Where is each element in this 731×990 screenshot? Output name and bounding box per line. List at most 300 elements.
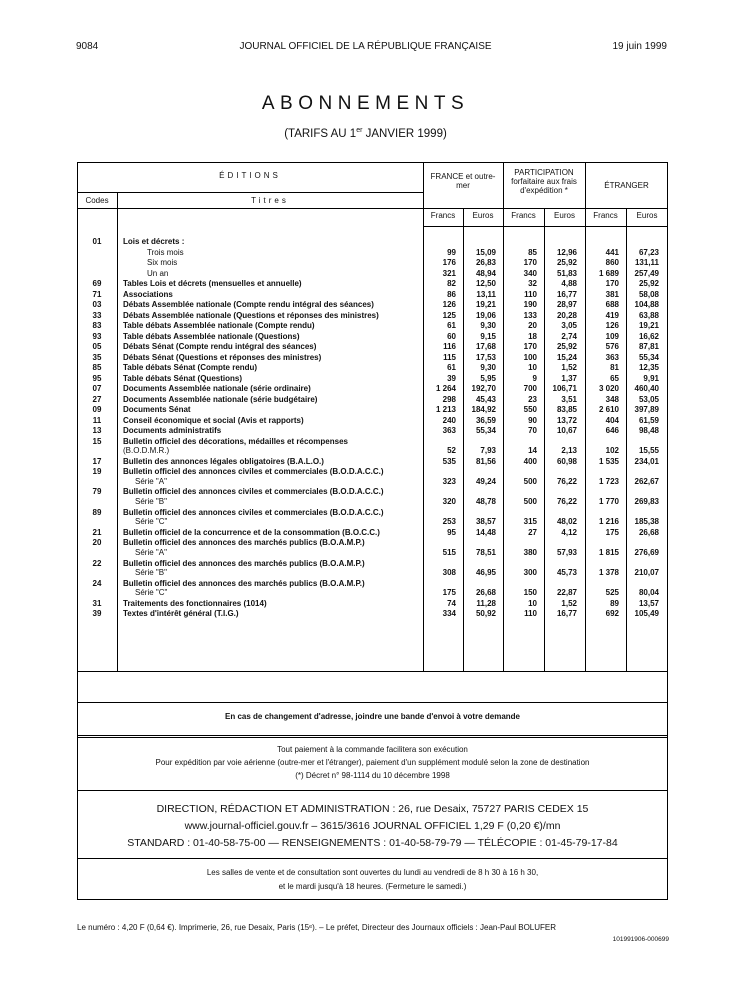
row-value: 25,92 (556, 258, 577, 267)
row-value: 185,38 (634, 517, 659, 527)
row-code: 11 (92, 415, 102, 425)
row-value: 95 (447, 527, 456, 537)
row-value: 535 (442, 456, 456, 466)
row-title-text: Bulletin officiel des annonces des marchés publics (B.O.A.M.P.) (123, 578, 365, 588)
row-code: 79 (92, 487, 102, 497)
row-title-line2: Série "A" (135, 547, 167, 557)
row-title (147, 248, 437, 257)
row-title (123, 528, 413, 537)
row-value: 10,67 (556, 426, 577, 435)
table-row (77, 321, 668, 331)
row-value: 276,69 (634, 547, 659, 557)
row-value: 404 (605, 415, 619, 425)
row-title-text: Bulletin officiel des annonces civiles et commerciales (B.O.D.A.C.C.) (123, 467, 384, 477)
row-value: 15,09 (475, 247, 496, 257)
table-row (77, 599, 668, 609)
table-row (77, 437, 668, 456)
row-title-text: Bulletin officiel des annonces civiles et commerciales (B.O.D.A.C.C.) (123, 507, 384, 517)
row-value: 4,12 (561, 527, 577, 537)
row-value: 125 (442, 310, 456, 320)
row-value: 87,81 (638, 342, 659, 351)
page-title: ABONNEMENTS (261, 93, 470, 114)
row-title (123, 457, 413, 466)
row-value: 12,50 (475, 279, 496, 288)
row-value: 9,91 (643, 373, 659, 383)
row-value: 61 (447, 363, 456, 372)
grid-line (77, 208, 668, 209)
row-value: 38,57 (475, 517, 496, 527)
row-title-text: Table débats Sénat (Questions) (123, 373, 242, 383)
row-title (123, 279, 413, 288)
row-title-text: Bulletin des annonces légales obligatoires (B.A.L.O.) (123, 456, 324, 466)
row-code: 83 (92, 321, 102, 330)
participation-header: PARTICIPATION forfaitaire aux frais d'expédition * (511, 168, 577, 195)
row-code: 05 (92, 342, 102, 351)
row-title-text: Documents Assemblée nationale (série ordinaire) (123, 384, 311, 393)
row-value: 1 216 (598, 517, 619, 527)
row-title-text: Traitements des fonctionnaires (1014) (123, 598, 267, 608)
row-value: 110 (524, 609, 537, 619)
row-title-line2: Série "A" (135, 476, 167, 486)
row-title (123, 395, 413, 404)
row-value: 17,53 (475, 352, 496, 362)
row-title-text: Débats Sénat (Compte rendu intégral des séances) (123, 342, 317, 351)
row-value: 397,89 (634, 405, 659, 414)
row-value: 320 (442, 496, 456, 506)
row-value: 45,73 (556, 568, 577, 578)
row-value: 500 (523, 476, 537, 486)
row-title (147, 258, 437, 267)
row-code: 24 (92, 578, 102, 588)
row-value: 28,97 (556, 300, 577, 309)
row-value: 2,74 (561, 331, 577, 341)
row-value: 23 (528, 394, 537, 404)
row-value: 51,83 (556, 268, 577, 278)
row-value: 170 (523, 342, 537, 351)
row-value: 363 (442, 426, 456, 435)
row-code: 15 (92, 436, 102, 446)
row-value: 105,49 (634, 609, 659, 619)
table-row (77, 416, 668, 426)
row-value: 48,78 (475, 496, 496, 506)
row-value: 515 (442, 547, 456, 557)
row-title (123, 426, 413, 435)
payment-line: Pour expédition par voie aérienne (outre-mer et l'étranger), paiement d'un supplément modulé selon la zone de destination (155, 758, 590, 767)
row-value: 20 (528, 321, 537, 330)
row-title-text: Textes d'intérêt général (T.I.G.) (123, 609, 239, 619)
row-value: 55,34 (638, 352, 659, 362)
table-row (77, 528, 668, 538)
row-value: 15,24 (556, 352, 577, 362)
row-value: 57,93 (556, 547, 577, 557)
row-code: 20 (92, 538, 102, 548)
row-code: 09 (92, 405, 102, 414)
table-row (77, 508, 668, 527)
row-value: 18 (528, 331, 537, 341)
row-value: 67,23 (638, 247, 659, 257)
row-value: 26,83 (475, 258, 496, 267)
row-value: 1 378 (598, 568, 619, 578)
row-title-text: Associations (123, 289, 173, 299)
row-value: 9 (532, 373, 537, 383)
row-value: 53,05 (638, 394, 659, 404)
row-title (123, 332, 413, 341)
row-value: 25,92 (638, 279, 659, 288)
row-value: 86 (447, 289, 456, 299)
row-value: 126 (605, 321, 619, 330)
row-title (123, 374, 413, 383)
row-value: 45,43 (475, 394, 496, 404)
payment-line: Tout paiement à la commande facilitera son exécution (277, 745, 468, 754)
row-value: 60 (447, 331, 456, 341)
row-value: 380 (523, 547, 537, 557)
row-title-text: Table débats Sénat (Compte rendu) (123, 363, 258, 372)
row-code: 89 (92, 507, 102, 517)
row-value: 1,37 (561, 373, 577, 383)
imprint-footer: Le numéro : 4,20 F (0,64 €). Imprimerie, 26, rue Desaix, Paris (15ᵉ). – Le préfet, Directeur des Journaux officiels : Jean-Paul BOLUFER (77, 923, 557, 932)
table-row (77, 395, 668, 405)
row-value: 525 (605, 588, 619, 598)
row-title (123, 416, 413, 425)
table-row (77, 332, 668, 342)
row-value: 104,88 (634, 300, 659, 309)
row-value: 3,51 (561, 394, 577, 404)
row-value: 110 (524, 289, 537, 299)
row-value: 334 (442, 609, 456, 619)
row-title-text: Tables Lois et décrets (mensuelles et annuelle) (123, 279, 302, 288)
table-row (77, 426, 668, 436)
direction-line: DIRECTION, RÉDACTION ET ADMINISTRATION : 26, rue Desaix, 75727 PARIS CEDEX 15 (156, 803, 589, 815)
row-value: 32 (528, 279, 537, 288)
row-value: 1 689 (598, 268, 619, 278)
row-title-line2: Série "B" (135, 568, 167, 578)
row-title-text: Bulletin officiel des annonces des marchés publics (B.O.A.M.P.) (123, 558, 365, 568)
row-title (123, 437, 413, 446)
row-value: 10 (528, 598, 537, 608)
row-title (123, 290, 413, 299)
row-value: 20,28 (556, 310, 577, 320)
phone-line: STANDARD : 01-40-58-75-00 — RENSEIGNEMENTS : 01-40-58-79-79 — TÉLÉCOPIE : 01-45-79-17-84 (127, 837, 618, 849)
row-value: 1 815 (598, 547, 619, 557)
row-value: 12,35 (638, 363, 659, 372)
table-row (77, 353, 668, 363)
row-value: 210,07 (634, 568, 659, 578)
table-row (77, 237, 668, 247)
row-value: 170 (523, 258, 537, 267)
row-title (123, 487, 413, 496)
row-title (123, 405, 413, 414)
row-value: 9,30 (480, 363, 496, 372)
row-title-text: Table débats Assemblée nationale (Compte rendu) (123, 321, 315, 330)
row-title-text: Documents administratifs (123, 426, 222, 435)
table-row (77, 248, 668, 258)
decree-line: (*) Décret n° 98-1114 du 10 décembre 1998 (295, 771, 450, 780)
row-title (123, 363, 413, 372)
row-code: 27 (92, 394, 102, 404)
row-value: 10 (528, 363, 537, 372)
row-value: 460,40 (634, 384, 659, 393)
row-value: 419 (605, 310, 619, 320)
unit-header: Francs (593, 211, 618, 220)
row-title (123, 508, 413, 517)
france-header: FRANCE et outre-mer (430, 172, 496, 190)
row-value: 192,70 (471, 384, 496, 393)
unit-header: Euros (636, 211, 658, 220)
row-value: 133 (523, 310, 537, 320)
table-row (77, 342, 668, 352)
titres-header: Titres (251, 196, 289, 205)
row-value: 109 (605, 331, 619, 341)
row-value: 9,15 (480, 331, 496, 341)
grid-line (77, 702, 668, 703)
grid-line (77, 671, 668, 672)
row-code: 95 (92, 373, 102, 383)
row-value: 99 (447, 247, 456, 257)
unit-header: Euros (472, 211, 494, 220)
row-value: 184,92 (471, 405, 496, 414)
row-title (123, 599, 413, 608)
row-value: 175 (605, 527, 619, 537)
table-row (77, 405, 668, 415)
row-title (123, 353, 413, 362)
grid-line (423, 226, 668, 227)
row-title-line2: Série "C" (135, 517, 168, 527)
editions-header: ÉDITIONS (219, 171, 281, 180)
row-value: 12,96 (556, 247, 577, 257)
page-subtitle (0, 127, 731, 140)
row-value: 19,21 (475, 300, 496, 309)
row-value: 692 (605, 609, 619, 619)
grid-line (77, 735, 668, 736)
row-value: 14 (528, 446, 537, 456)
row-title-text: Conseil économique et social (Avis et rapports) (123, 415, 304, 425)
row-value: 22,87 (556, 588, 577, 598)
row-value: 175 (442, 588, 456, 598)
row-value: 106,71 (552, 384, 577, 393)
row-title-text: Débats Sénat (Questions et réponses des ministres) (123, 352, 322, 362)
row-title-text: Un an (147, 268, 169, 278)
table-row (77, 258, 668, 268)
row-title-text: Six mois (147, 258, 178, 267)
row-value: 70 (528, 426, 537, 435)
row-value: 190 (523, 300, 537, 309)
row-code: 71 (92, 289, 102, 299)
row-value: 76,22 (556, 496, 577, 506)
row-value: 83,85 (556, 405, 577, 414)
row-title-text: Table débats Assemblée nationale (Questions) (123, 331, 300, 341)
unit-header: Francs (430, 211, 456, 220)
row-value: 646 (605, 426, 619, 435)
table-row (77, 559, 668, 578)
row-title (147, 269, 437, 278)
row-title-text: Bulletin officiel des décorations, médailles et récompenses (123, 436, 348, 446)
row-title-text: Débats Assemblée nationale (Questions et réponses des ministres) (123, 310, 379, 320)
row-value: 55,34 (475, 426, 496, 435)
row-title (123, 311, 413, 320)
row-value: 3,05 (561, 321, 577, 330)
row-value: 63,88 (638, 310, 659, 320)
row-value: 170 (605, 279, 619, 288)
row-value: 27 (528, 527, 537, 537)
row-code: 07 (92, 384, 102, 393)
journal-name: JOURNAL OFFICIEL DE LA RÉPUBLIQUE FRANÇAISE (239, 41, 492, 52)
row-title (123, 384, 413, 393)
row-value: 13,11 (476, 289, 496, 299)
row-value: 253 (442, 517, 456, 527)
row-title (123, 321, 413, 330)
row-value: 65 (610, 373, 619, 383)
row-value: 60,98 (556, 456, 577, 466)
website-line: www.journal-officiel.gouv.fr – 3615/3616 JOURNAL OFFICIEL 1,29 F (0,20 €)/mn (184, 820, 561, 832)
row-value: 348 (605, 394, 619, 404)
row-code: 03 (92, 300, 102, 309)
row-value: 52 (447, 446, 456, 456)
row-code: 31 (92, 598, 102, 608)
row-value: 269,83 (634, 496, 659, 506)
row-value: 78,51 (475, 547, 496, 557)
document-id: 101991906-000699 (612, 936, 669, 943)
table-row (77, 609, 668, 619)
row-value: 74 (447, 598, 456, 608)
row-title-text: Bulletin officiel des annonces des marchés publics (B.O.A.M.P.) (123, 538, 365, 548)
subtitle-pre: (TARIFS AU 1 (284, 127, 357, 140)
row-value: 500 (523, 496, 537, 506)
subtitle-post: JANVIER 1999) (362, 127, 447, 140)
table-row (77, 279, 668, 289)
row-value: 363 (605, 352, 619, 362)
subtitle-sup: er (356, 127, 363, 134)
row-value: 90 (528, 415, 537, 425)
row-value: 76,22 (556, 476, 577, 486)
row-value: 58,08 (638, 289, 659, 299)
row-value: 115 (443, 352, 456, 362)
row-title-text: Bulletin officiel des annonces civiles et commerciales (B.O.D.A.C.C.) (123, 487, 384, 497)
row-title (123, 300, 413, 309)
row-code: 69 (92, 279, 102, 288)
row-value: 102 (605, 446, 619, 456)
row-code: 13 (92, 426, 102, 435)
row-value: 300 (523, 568, 537, 578)
table-row (77, 374, 668, 384)
row-value: 257,49 (634, 268, 659, 278)
row-value: 49,24 (475, 476, 496, 486)
row-title (123, 579, 413, 588)
row-value: 1,52 (561, 363, 577, 372)
row-value: 89 (610, 598, 619, 608)
row-code: 93 (92, 331, 102, 341)
table-row (77, 457, 668, 467)
row-value: 16,77 (556, 289, 577, 299)
row-value: 321 (442, 268, 456, 278)
row-title-text: Débats Assemblée nationale (Compte rendu intégral des séances) (123, 300, 374, 309)
row-value: 16,62 (638, 331, 659, 341)
row-title-text: Lois et décrets : (123, 237, 185, 246)
row-value: 1 264 (435, 384, 456, 393)
row-code: 35 (92, 352, 102, 362)
table-row (77, 579, 668, 598)
row-value: 400 (523, 456, 537, 466)
row-code: 01 (92, 237, 102, 246)
row-value: 100 (523, 352, 537, 362)
unit-header: Francs (511, 211, 536, 220)
row-title (123, 237, 413, 246)
row-code: 33 (92, 310, 102, 320)
row-value: 19,21 (638, 321, 659, 330)
row-code: 85 (92, 363, 102, 372)
row-code: 39 (92, 609, 102, 619)
row-value: 46,95 (475, 568, 496, 578)
row-value: 240 (442, 415, 456, 425)
row-title-text: Documents Assemblée nationale (série budgétaire) (123, 394, 318, 404)
row-value: 315 (523, 517, 537, 527)
row-value: 25,92 (556, 342, 577, 351)
row-title-text: Trois mois (147, 247, 184, 257)
table-row (77, 290, 668, 300)
row-value: 81 (610, 363, 619, 372)
row-value: 234,01 (634, 456, 659, 466)
row-code: 17 (92, 456, 102, 466)
grid-line (77, 858, 668, 859)
unit-header: Euros (554, 211, 575, 220)
row-value: 17,68 (475, 342, 496, 351)
row-value: 13,57 (638, 598, 659, 608)
row-value: 14,48 (475, 527, 496, 537)
row-value: 85 (528, 247, 537, 257)
row-value: 2,13 (561, 446, 577, 456)
row-value: 7,93 (480, 446, 496, 456)
row-value: 80,04 (638, 588, 659, 598)
table-row (77, 467, 668, 486)
row-value: 308 (442, 568, 456, 578)
row-value: 176 (442, 258, 456, 267)
codes-header: Codes (85, 196, 109, 205)
row-value: 1 723 (598, 476, 619, 486)
row-value: 11,28 (476, 598, 496, 608)
row-value: 82 (447, 279, 456, 288)
row-value: 26,68 (475, 588, 496, 598)
row-value: 262,67 (634, 476, 659, 486)
row-value: 550 (523, 405, 537, 414)
row-value: 116 (443, 342, 456, 351)
row-value: 5,95 (480, 373, 496, 383)
row-value: 381 (605, 289, 619, 299)
row-value: 1 213 (435, 405, 456, 414)
row-code: 21 (92, 527, 102, 537)
row-title-line2: (B.O.D.M.R.) (123, 446, 170, 456)
row-value: 50,92 (475, 609, 496, 619)
table-row (77, 269, 668, 279)
grid-line (77, 737, 668, 738)
row-value: 15,55 (638, 446, 659, 456)
row-value: 131,11 (634, 258, 659, 267)
row-value: 4,88 (561, 279, 577, 288)
table-row (77, 363, 668, 373)
row-value: 48,94 (475, 268, 496, 278)
row-value: 441 (605, 247, 619, 257)
grid-line (77, 790, 668, 791)
row-value: 323 (442, 476, 456, 486)
row-code: 19 (92, 467, 102, 477)
row-value: 1,52 (561, 598, 577, 608)
row-value: 1 770 (598, 496, 619, 506)
table-row (77, 300, 668, 310)
sales-line: et le mardi jusqu'à 18 heures. (Fermeture le samedi.) (278, 882, 467, 891)
row-title (123, 538, 413, 547)
grid-line (77, 192, 423, 193)
row-value: 150 (523, 588, 537, 598)
row-value: 126 (442, 300, 456, 309)
row-code: 22 (92, 558, 102, 568)
